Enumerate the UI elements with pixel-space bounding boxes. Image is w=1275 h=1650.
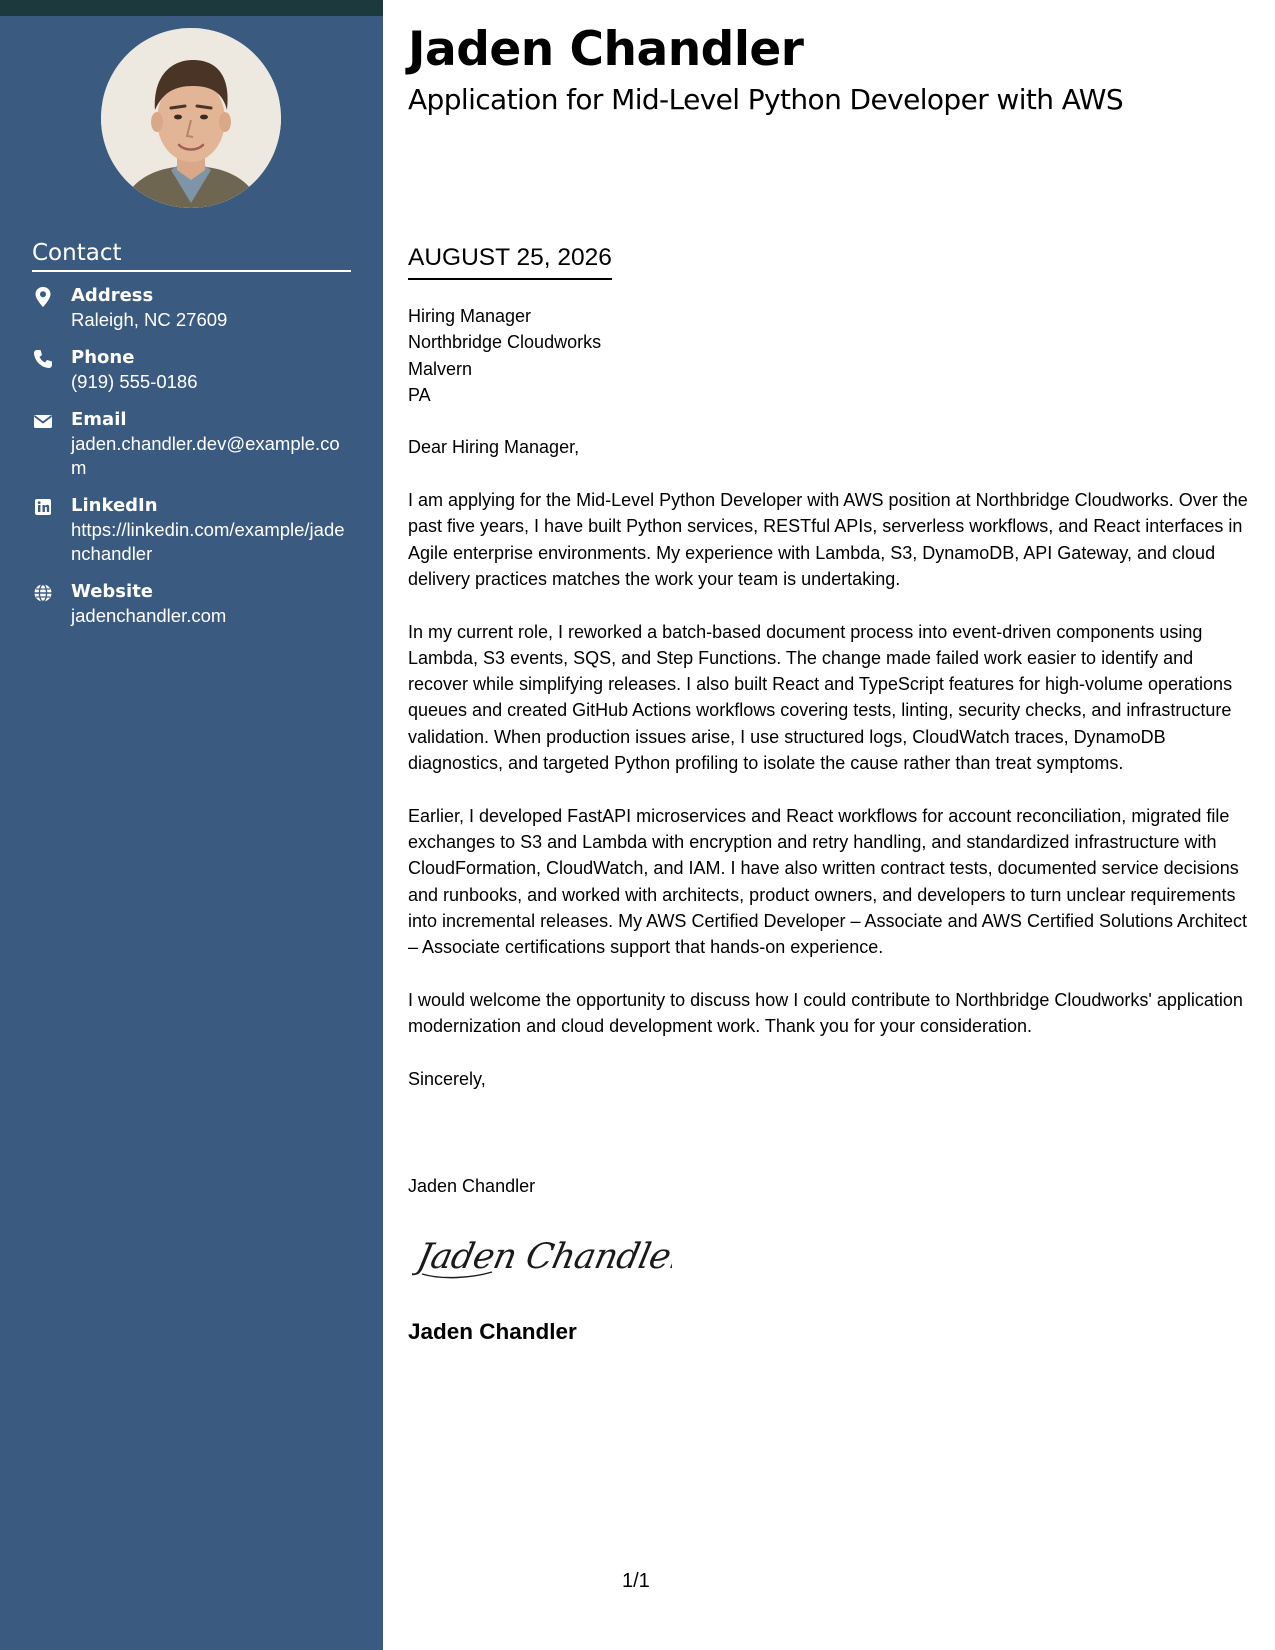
sidebar — [0, 0, 383, 1650]
body-paragraph: I am applying for the Mid-Level Python Developer with AWS position at Northbridge Cloudworks. Over the past five years, I have built Python services, RESTful APIs, serverless workflows, and React interfaces in Agile enterprise environments. My experience with Lambda, S3, DynamoDB, API Gateway, and cloud delivery practices matches the work your team is undertaking. — [408, 490, 1248, 589]
closing: Sincerely, — [408, 1068, 486, 1089]
contact-value-email[interactable]: jaden.chandler.dev@example.com — [71, 433, 340, 478]
contact-list — [32, 284, 351, 642]
envelope-icon — [32, 410, 54, 432]
contact-label: Phone — [71, 347, 135, 368]
map-marker-icon — [32, 286, 54, 308]
contact-label: Address — [71, 285, 154, 306]
applicant-name: Jaden Chandler — [408, 22, 804, 77]
contact-label: Website — [71, 581, 154, 602]
contact-item-email — [32, 408, 351, 480]
contact-item-website — [32, 580, 351, 628]
avatar — [101, 28, 281, 208]
sidebar-top-bar — [0, 0, 383, 16]
recipient-line: Hiring Manager — [408, 306, 532, 326]
avatar-portrait — [101, 28, 281, 208]
linkedin-icon — [32, 496, 54, 518]
contact-value-website[interactable]: jadenchandler.com — [71, 605, 227, 626]
contact-item-phone — [32, 346, 351, 394]
contact-value: (919) 555-0186 — [71, 371, 198, 392]
recipient-line: Malvern — [408, 358, 473, 379]
contact-label: LinkedIn — [71, 495, 158, 516]
contact-item-address — [32, 284, 351, 332]
contact-value: Raleigh, NC 27609 — [71, 309, 228, 330]
contact-item-linkedin — [32, 494, 351, 566]
recipient-line: PA — [408, 384, 431, 405]
letter-date: AUGUST 25, 2026 — [408, 244, 612, 280]
application-subtitle: Application for Mid-Level Python Developer with AWS — [408, 83, 1124, 116]
letter-body — [408, 303, 1252, 1118]
contact-heading: Contact — [32, 240, 351, 272]
body-paragraph: Earlier, I developed FastAPI microservices and React workflows for account reconciliation, migrated file exchanges to S3 and Lambda with encryption and retry handling, and standardized infrastructure with CloudFormation, CloudWatch, and IAM. I have also written contract tests, documented service decisions and runbooks, and worked with architects, product owners, and developers to turn unclear requirements into incremental releases. My AWS Certified Developer – Associate and AWS Certified Solutions Architect – Associate certifications support that hands-on experience. — [408, 805, 1248, 958]
greeting: Dear Hiring Manager, — [408, 437, 580, 458]
recipient-line: Northbridge Cloudworks — [408, 332, 602, 353]
recipient-block — [408, 303, 1252, 408]
signature-text: Jaden Chandler — [413, 1236, 672, 1277]
signature-printed-name: Jaden Chandler — [408, 1319, 577, 1344]
body-paragraph: In my current role, I reworked a batch-based document process into event-driven components using Lambda, S3 events, SQS, and Step Functions. The change made failed work easier to identify and recover while simplifying releases. I also built React and TypeScript features for high-volume operations queues and created GitHub Actions workflows covering tests, linting, security checks, and infrastructure validation. When production issues arise, I use structured logs, CloudWatch traces, DynamoDB diagnostics, and targeted Python profiling to isolate the cause rather than treat symptoms. — [408, 621, 1233, 774]
contact-value-linkedin[interactable]: https://linkedin.com/example/jadenchandler — [71, 519, 345, 564]
contact-label: Email — [71, 409, 127, 430]
page-number: 1/1 — [622, 1570, 650, 1592]
sign-off-name: Jaden Chandler — [408, 1176, 536, 1196]
body-paragraph: I would welcome the opportunity to discuss how I could contribute to Northbridge Cloudworks' application modernization and cloud development work. Thank you for your consideration. — [408, 989, 1243, 1037]
phone-icon — [32, 348, 54, 370]
globe-icon — [32, 582, 54, 604]
handwritten-signature — [412, 1228, 672, 1288]
